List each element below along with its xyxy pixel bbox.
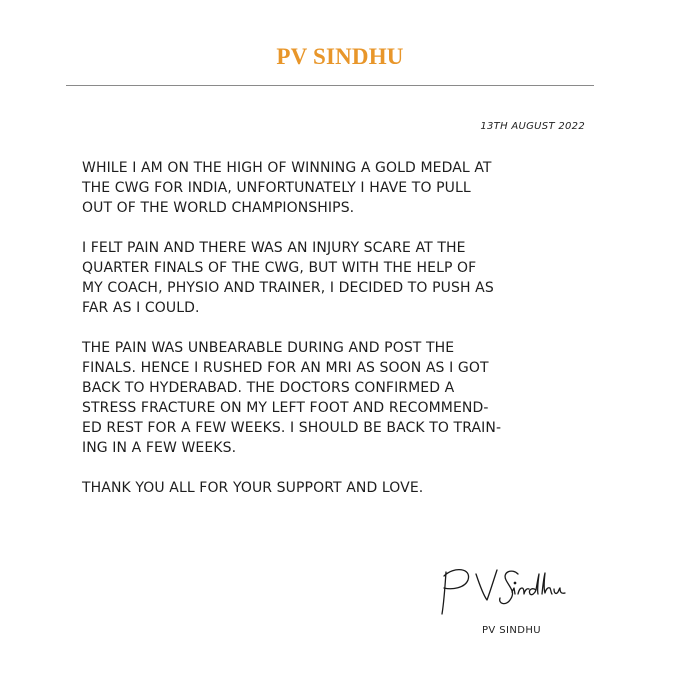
letter-body [82,158,612,518]
letter-line: FAR AS I COULD. [82,300,200,316]
signatory-name: PV SINDHU [482,625,541,636]
letter-paragraph [82,478,612,498]
letter-line: OUT OF THE WORLD CHAMPIONSHIPS. [82,200,355,216]
letter-line: MY COACH, PHYSIO AND TRAINER, I DECIDED TO PUSH AS [82,280,494,296]
letter-line: THE CWG FOR INDIA, UNFORTUNATELY I HAVE TO PULL [82,180,471,196]
letter-line: ING IN A FEW WEEKS. [82,440,237,456]
letterhead-title: PV SINDHU [276,44,404,69]
letter-line: I FELT PAIN AND THERE WAS AN INJURY SCARE AT THE [82,240,466,256]
letter-line: THANK YOU ALL FOR YOUR SUPPORT AND LOVE. [82,480,424,496]
letter-line: ED REST FOR A FEW WEEKS. I SHOULD BE BACK TO TRAIN- [82,420,502,436]
letter-date: 13TH AUGUST 2022 [480,121,585,132]
handwritten-signature [432,562,602,622]
letter-line: THE PAIN WAS UNBEARABLE DURING AND POST THE [82,340,455,356]
letter-line: FINALS. HENCE I RUSHED FOR AN MRI AS SOON AS I GOT [82,360,489,376]
letter-paragraph [82,158,612,218]
letter-line: WHILE I AM ON THE HIGH OF WINNING A GOLD MEDAL AT [82,160,492,176]
letter-line: BACK TO HYDERABAD. THE DOCTORS CONFIRMED A [82,380,455,396]
letter-line: STRESS FRACTURE ON MY LEFT FOOT AND RECOMMEND- [82,400,489,416]
header-divider [66,85,594,86]
letter-paragraph [82,238,612,318]
letter-line: QUARTER FINALS OF THE CWG, BUT WITH THE HELP OF [82,260,477,276]
letter-paragraph [82,338,612,458]
